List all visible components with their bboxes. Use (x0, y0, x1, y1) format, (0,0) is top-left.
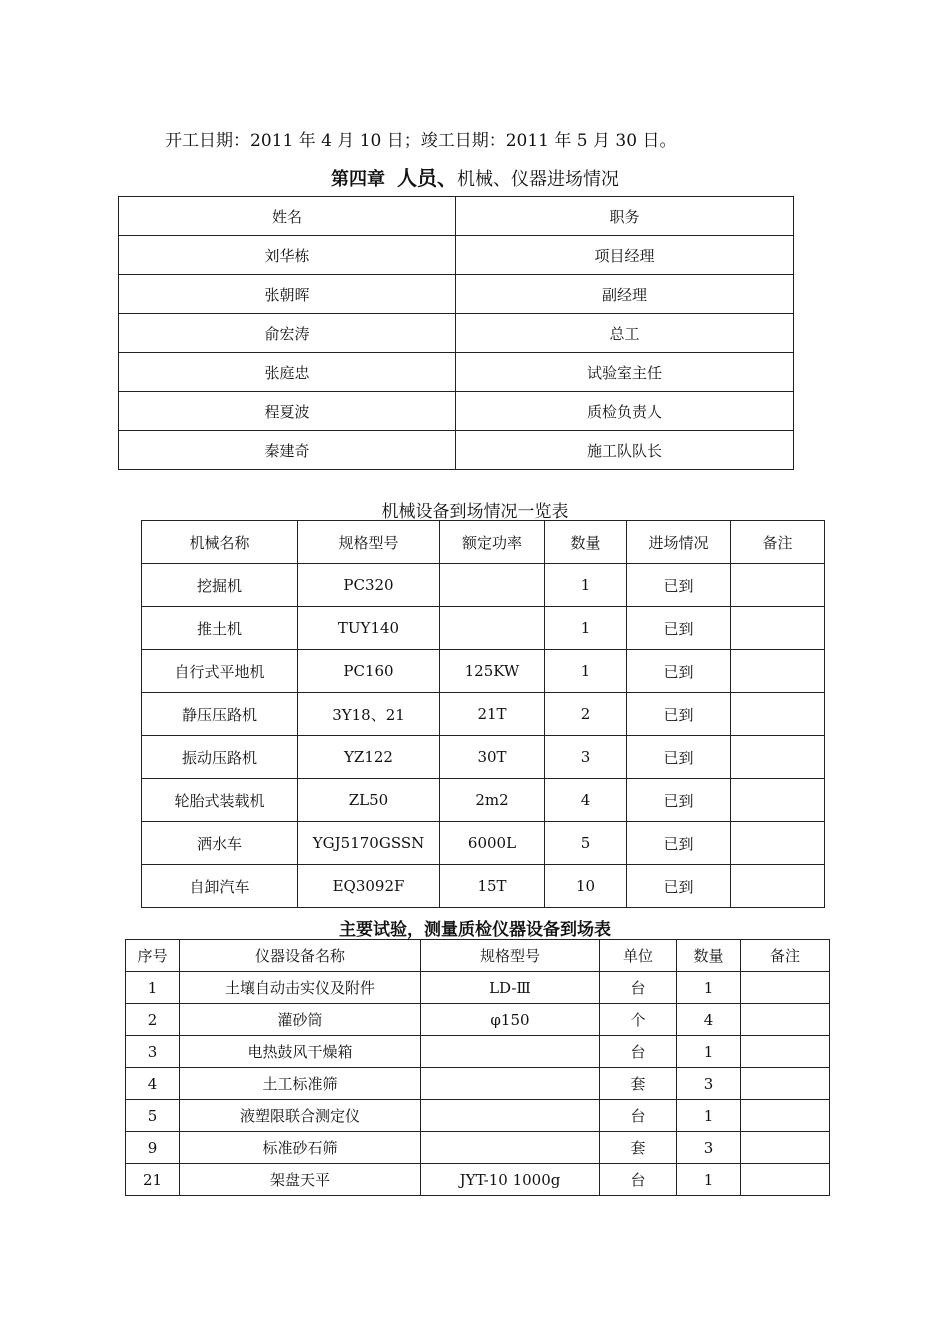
machine-qty-cell: 1 (545, 650, 627, 693)
machine-model-cell: EQ3092F (298, 865, 440, 908)
machine-remark-cell (731, 736, 825, 779)
table-row (142, 865, 825, 908)
machine-status-cell: 已到 (627, 693, 731, 736)
instrument-qty-cell: 3 (677, 1132, 741, 1164)
machine-remark-cell (731, 693, 825, 736)
machine-qty-cell: 2 (545, 693, 627, 736)
instrument-name-cell: 标准砂石筛 (180, 1132, 421, 1164)
person-name: 秦建奇 (119, 431, 456, 470)
machine-power-cell: 21T (440, 693, 545, 736)
machinery-table (141, 520, 825, 908)
person-name: 俞宏涛 (119, 314, 456, 353)
machinery-header-cell: 规格型号 (298, 521, 440, 564)
instrument-model-cell (421, 1068, 600, 1100)
instrument-qty-cell: 1 (677, 1036, 741, 1068)
instrument-name-cell: 土工标准筛 (180, 1068, 421, 1100)
chapter-title-rest: 机械、仪器进场情况 (457, 169, 619, 190)
instrument-unit-cell: 台 (600, 1036, 677, 1068)
person-role: 副经理 (456, 275, 794, 314)
instrument-qty-cell: 1 (677, 1100, 741, 1132)
instruments-header-row (126, 940, 830, 972)
machinery-header-row (142, 521, 825, 564)
machine-status-cell: 已到 (627, 865, 731, 908)
machinery-header-cell: 进场情况 (627, 521, 731, 564)
machine-model-cell: PC160 (298, 650, 440, 693)
machine-status-cell: 已到 (627, 779, 731, 822)
machine-power-cell (440, 607, 545, 650)
instrument-name-cell: 架盘天平 (180, 1164, 421, 1196)
machine-remark-cell (731, 607, 825, 650)
table-row (119, 353, 794, 392)
table-row (142, 607, 825, 650)
person-role: 项目经理 (456, 236, 794, 275)
chapter-title-bold: 人员、 (397, 166, 457, 190)
instrument-model-cell: JYT-10 1000g (421, 1164, 600, 1196)
instrument-name-cell: 土壤自动击实仪及附件 (180, 972, 421, 1004)
machine-qty-cell: 10 (545, 865, 627, 908)
machine-qty-cell: 3 (545, 736, 627, 779)
instrument-remark-cell (741, 1100, 830, 1132)
machine-status-cell: 已到 (627, 822, 731, 865)
table-row (126, 1100, 830, 1132)
machinery-header-cell: 额定功率 (440, 521, 545, 564)
instruments-header-cell: 数量 (677, 940, 741, 972)
instrument-qty-cell: 3 (677, 1068, 741, 1100)
machine-model-cell: 3Y18、21 (298, 693, 440, 736)
machine-remark-cell (731, 865, 825, 908)
machinery-header-cell: 数量 (545, 521, 627, 564)
instruments-table (125, 939, 830, 1196)
instrument-unit-cell: 台 (600, 1164, 677, 1196)
table-row (119, 275, 794, 314)
machine-power-cell: 125KW (440, 650, 545, 693)
instrument-name-cell: 电热鼓风干燥箱 (180, 1036, 421, 1068)
personnel-header-role: 职务 (456, 197, 794, 236)
personnel-header-name: 姓名 (119, 197, 456, 236)
table-row (142, 822, 825, 865)
instrument-name-cell: 灌砂筒 (180, 1004, 421, 1036)
instrument-index-cell: 9 (126, 1132, 180, 1164)
instrument-index-cell: 4 (126, 1068, 180, 1100)
instrument-qty-cell: 1 (677, 1164, 741, 1196)
machinery-header-cell: 备注 (731, 521, 825, 564)
table-row (126, 1164, 830, 1196)
machine-status-cell: 已到 (627, 736, 731, 779)
machine-model-cell: PC320 (298, 564, 440, 607)
instrument-model-cell (421, 1132, 600, 1164)
instruments-header-cell: 单位 (600, 940, 677, 972)
instrument-qty-cell: 1 (677, 972, 741, 1004)
machine-qty-cell: 5 (545, 822, 627, 865)
table-row (142, 693, 825, 736)
personnel-header-row (119, 197, 794, 236)
machine-remark-cell (731, 779, 825, 822)
table-row (119, 392, 794, 431)
machine-model-cell: YGJ5170GSSN (298, 822, 440, 865)
table-row (119, 314, 794, 353)
person-name: 程夏波 (119, 392, 456, 431)
machine-qty-cell: 4 (545, 779, 627, 822)
table-row (142, 564, 825, 607)
machine-model-cell: ZL50 (298, 779, 440, 822)
table-row (142, 650, 825, 693)
instrument-index-cell: 2 (126, 1004, 180, 1036)
instrument-model-cell: φ150 (421, 1004, 600, 1036)
machine-name-cell: 静压压路机 (142, 693, 298, 736)
machine-name-cell: 洒水车 (142, 822, 298, 865)
table-row (126, 1132, 830, 1164)
machine-name-cell: 轮胎式装载机 (142, 779, 298, 822)
table-row (126, 1004, 830, 1036)
machine-power-cell: 2m2 (440, 779, 545, 822)
instrument-unit-cell: 个 (600, 1004, 677, 1036)
machine-name-cell: 挖掘机 (142, 564, 298, 607)
instrument-index-cell: 5 (126, 1100, 180, 1132)
person-role: 施工队队长 (456, 431, 794, 470)
instrument-unit-cell: 台 (600, 1100, 677, 1132)
machine-status-cell: 已到 (627, 650, 731, 693)
instrument-remark-cell (741, 1132, 830, 1164)
table-row (126, 1036, 830, 1068)
instrument-unit-cell: 套 (600, 1068, 677, 1100)
person-role: 质检负责人 (456, 392, 794, 431)
instrument-model-cell (421, 1036, 600, 1068)
machine-power-cell: 30T (440, 736, 545, 779)
instruments-caption: 主要试验，测量质检仪器设备到场表 (339, 920, 611, 940)
instrument-remark-cell (741, 972, 830, 1004)
machine-name-cell: 推土机 (142, 607, 298, 650)
instruments-header-cell: 仪器设备名称 (180, 940, 421, 972)
instrument-unit-cell: 台 (600, 972, 677, 1004)
machine-status-cell: 已到 (627, 564, 731, 607)
machine-remark-cell (731, 650, 825, 693)
instrument-qty-cell: 4 (677, 1004, 741, 1036)
instruments-header-cell: 备注 (741, 940, 830, 972)
machine-qty-cell: 1 (545, 564, 627, 607)
machine-model-cell: TUY140 (298, 607, 440, 650)
instruments-header-cell: 规格型号 (421, 940, 600, 972)
machine-status-cell: 已到 (627, 607, 731, 650)
instrument-remark-cell (741, 1004, 830, 1036)
person-role: 总工 (456, 314, 794, 353)
chapter-heading (0, 162, 950, 191)
machine-power-cell: 15T (440, 865, 545, 908)
machinery-caption: 机械设备到场情况一览表 (381, 502, 569, 522)
machine-name-cell: 振动压路机 (142, 736, 298, 779)
instrument-index-cell: 1 (126, 972, 180, 1004)
instrument-remark-cell (741, 1164, 830, 1196)
machine-name-cell: 自卸汽车 (142, 865, 298, 908)
table-row (142, 736, 825, 779)
person-role: 试验室主任 (456, 353, 794, 392)
instrument-remark-cell (741, 1036, 830, 1068)
instrument-index-cell: 21 (126, 1164, 180, 1196)
construction-dates: 开工日期：2011 年 4 月 10 日；竣工日期：2011 年 5 月 30 日。 (165, 131, 677, 151)
machine-qty-cell: 1 (545, 607, 627, 650)
table-row (126, 1068, 830, 1100)
instrument-index-cell: 3 (126, 1036, 180, 1068)
machine-remark-cell (731, 822, 825, 865)
chapter-number: 第四章 (331, 169, 385, 190)
person-name: 刘华栋 (119, 236, 456, 275)
instrument-model-cell (421, 1100, 600, 1132)
table-row (126, 972, 830, 1004)
instrument-remark-cell (741, 1068, 830, 1100)
instrument-name-cell: 液塑限联合测定仪 (180, 1100, 421, 1132)
table-row (119, 431, 794, 470)
machine-power-cell (440, 564, 545, 607)
person-name: 张庭忠 (119, 353, 456, 392)
machine-remark-cell (731, 564, 825, 607)
table-row (142, 779, 825, 822)
instrument-model-cell: LD-Ⅲ (421, 972, 600, 1004)
instruments-header-cell: 序号 (126, 940, 180, 972)
machine-power-cell: 6000L (440, 822, 545, 865)
machine-model-cell: YZ122 (298, 736, 440, 779)
machinery-header-cell: 机械名称 (142, 521, 298, 564)
table-row (119, 236, 794, 275)
personnel-table (118, 196, 794, 470)
instrument-unit-cell: 套 (600, 1132, 677, 1164)
machine-name-cell: 自行式平地机 (142, 650, 298, 693)
person-name: 张朝晖 (119, 275, 456, 314)
